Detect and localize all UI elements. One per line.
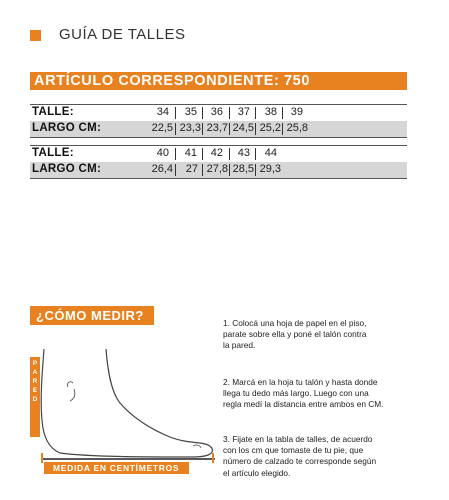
largo-cell: 24,5 [232, 122, 254, 134]
largo-cell: 23,7 [206, 122, 228, 134]
talle-cell: 39 [290, 106, 303, 118]
ankle-detail [70, 389, 75, 401]
step-line: 3. Fijate en la tabla de talles, de acuerdo [223, 434, 373, 444]
article-banner-text: ARTÍCULO CORRESPONDIENTE: 750 [34, 73, 311, 89]
largo-cell: 25,2 [259, 122, 281, 134]
toe-detail [193, 445, 201, 448]
largo-cell: 26,4 [151, 163, 173, 175]
largo-cell: 22,5 [151, 122, 173, 134]
largo-cell: 23,3 [179, 122, 201, 134]
step-line: 2. Marcá en la hoja tu talón y hasta donde [223, 377, 378, 387]
foot-illustration [30, 345, 220, 465]
step-line: el artículo elegido. [223, 467, 291, 478]
step-line: número de calzado te corresponde según [223, 456, 377, 467]
talle-label: TALLE: [32, 147, 74, 159]
como-medir-banner [30, 306, 154, 325]
step-2 [223, 377, 423, 411]
size-table-1 [30, 104, 407, 138]
talle-cell: 36 [210, 106, 223, 118]
talle-cell: 42 [210, 147, 223, 159]
talle-label: TALLE: [32, 106, 74, 118]
talle-row [30, 104, 407, 121]
medida-label: MEDIDA EN CENTÍMETROS [53, 463, 180, 473]
talle-cell: 38 [264, 106, 277, 118]
page-title: GUÍA DE TALLES [59, 26, 186, 43]
talle-cell: 35 [184, 106, 197, 118]
pared-letter: R [32, 378, 38, 385]
largo-cell: 29,3 [259, 163, 281, 175]
largo-row [30, 121, 407, 138]
talle-cell: 41 [184, 147, 197, 159]
largo-label: LARGO CM: [32, 163, 102, 175]
article-banner [30, 72, 407, 90]
size-table-2 [30, 145, 407, 179]
pared-letter: A [32, 369, 38, 376]
pared-letter: E [32, 387, 38, 394]
talle-cell: 34 [156, 106, 169, 118]
medida-label-bar [44, 462, 189, 474]
pared-letter: D [32, 396, 38, 403]
step-line: regla medí la distancia entre ambos en CM. [223, 399, 384, 410]
ankle-detail [67, 382, 73, 387]
largo-cell: 25,8 [286, 122, 308, 134]
foot-outline [41, 349, 212, 457]
largo-cell: 27,8 [206, 163, 228, 175]
talle-row [30, 145, 407, 162]
como-medir-title: ¿CÓMO MEDIR? [36, 308, 144, 323]
header-square-icon [30, 30, 41, 41]
talle-cell: 40 [156, 147, 169, 159]
step-line: la pared. [223, 340, 256, 351]
step-line: con los cm que tomaste de tu pie, que [223, 445, 364, 456]
step-line: parate sobre ella y poné el talón contra [223, 329, 367, 340]
step-line: llega tu dedo más largo. Luego con una [223, 388, 369, 399]
pared-letter: P [32, 360, 38, 367]
largo-row [30, 162, 407, 179]
step-3 [223, 434, 423, 479]
talle-cell: 44 [264, 147, 277, 159]
talle-cell: 37 [237, 106, 250, 118]
largo-cell: 27 [185, 163, 198, 175]
largo-label: LARGO CM: [32, 122, 102, 134]
talle-cell: 43 [237, 147, 250, 159]
step-1 [223, 318, 423, 352]
step-line: 1. Colocá una hoja de papel en el piso, [223, 318, 367, 328]
largo-cell: 28,5 [232, 163, 254, 175]
